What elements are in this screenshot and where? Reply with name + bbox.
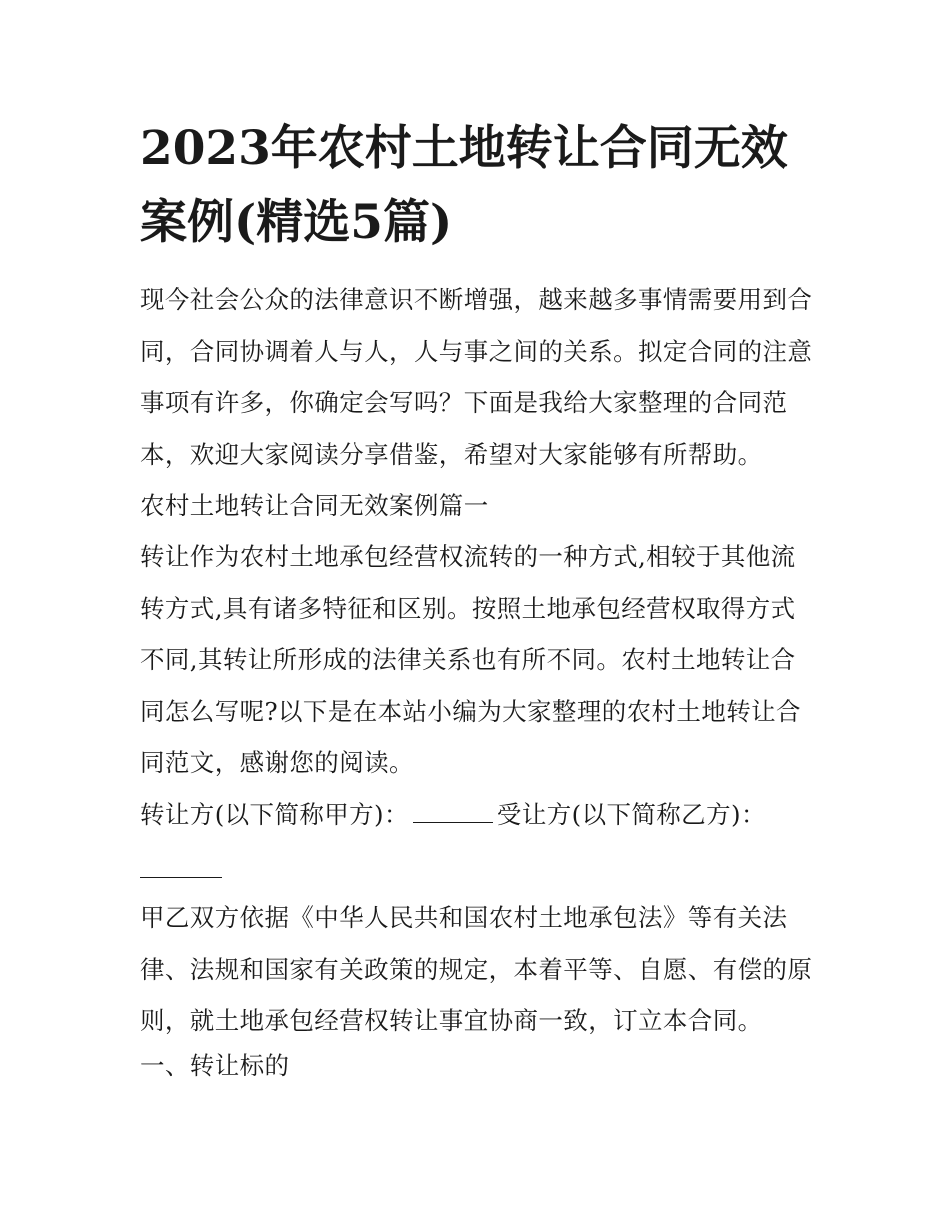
parties-line (140, 789, 820, 878)
section-heading: 农村土地转让合同无效案例篇一 (140, 491, 489, 520)
party-b-label: 受让方(以下简称乙方)： (496, 800, 766, 829)
party-a-blank (413, 821, 493, 823)
title-line-2: 案例(精选5篇) (140, 195, 453, 250)
party-b-blank (140, 841, 222, 878)
article-1-heading: 一、转让标的 (140, 1051, 290, 1080)
party-a-label: 转让方(以下简称甲方)： (140, 800, 409, 829)
title-line-1: 2023年农村土地转让合同无效 (140, 121, 788, 176)
body-paragraph-1: 转让作为农村土地承包经营权流转的一种方式,相较于其他流转方式,具有诸多特征和区别。按照土地承包经营权取得方式不同,其转让所形成的法律关系也有所不同。农村土地转让合同怎么写呢?以下是在本站小编为大家整理的农村土地转让合同范文，感谢您的阅读。 (140, 542, 801, 777)
basis-paragraph: 甲乙双方依据《中华人民共和国农村土地承包法》等有关法律、法规和国家有关政策的规定，本着平等、自愿、有偿的原则，就土地承包经营权转让事宜协商一致，订立本合同。 (140, 903, 813, 1035)
document-title (140, 112, 840, 260)
intro-paragraph: 现今社会公众的法律意识不断增强，越来越多事情需要用到合同，合同协调着人与人，人与事之间的关系。拟定合同的注意事项有许多，你确定会写吗？下面是我给大家整理的合同范本，欢迎大家阅读分享借鉴，希望对大家能够有所帮助。 (140, 285, 813, 469)
